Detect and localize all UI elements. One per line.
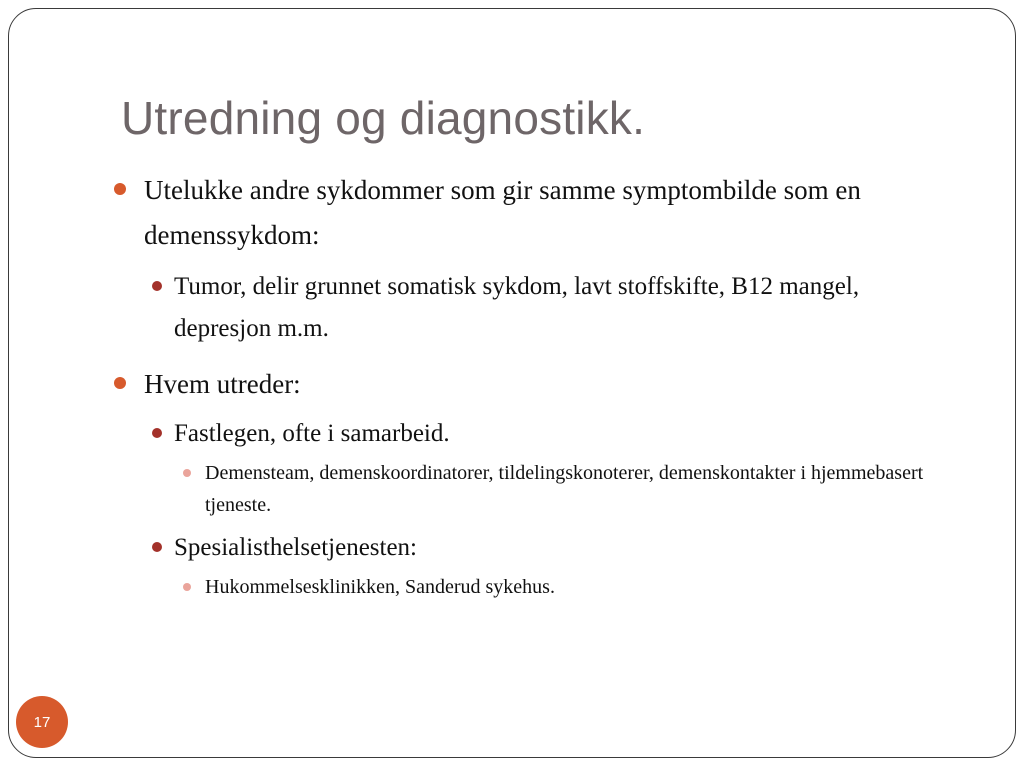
bullet-text: Utelukke andre sykdommer som gir samme symptombilde som en demenssykdom: xyxy=(144,175,861,250)
bullet-text: Demensteam, demenskoordinatorer, tildelingskonoterer, demenskontakter i hjemmebasert tjeneste. xyxy=(205,462,924,516)
bullet-item-who-assesses xyxy=(110,362,940,407)
bullet-text: Tumor, delir grunnet somatisk sykdom, lavt stoffskifte, B12 mangel, depresjon m.m. xyxy=(174,273,860,342)
bullet-dot-icon xyxy=(152,428,162,438)
slide-title: Utredning og diagnostikk. xyxy=(121,92,646,144)
bullet-text: Spesialisthelsetjenesten: xyxy=(174,534,418,561)
bullet-list xyxy=(110,168,940,603)
sub-bullet-item-gp xyxy=(110,413,940,455)
bullet-dot-icon xyxy=(114,183,126,195)
bullet-dot-icon xyxy=(183,583,191,591)
bullet-text: Fastlegen, ofte i samarbeid. xyxy=(174,420,450,447)
sub-sub-bullet-item-memory-clinic xyxy=(110,571,940,603)
bullet-dot-icon xyxy=(152,281,162,291)
page-number: 17 xyxy=(33,713,51,731)
bullet-text: Hvem utreder: xyxy=(144,369,301,399)
page-number-badge xyxy=(16,696,68,748)
sub-bullet-item-specialist xyxy=(110,527,940,569)
sub-bullet-item-conditions xyxy=(110,266,940,350)
bullet-item-exclude-diseases xyxy=(110,168,940,258)
bullet-dot-icon xyxy=(114,377,126,389)
bullet-dot-icon xyxy=(152,542,162,552)
bullet-text: Hukommelsesklinikken, Sanderud sykehus. xyxy=(205,576,555,598)
sub-sub-bullet-item-dementia-team xyxy=(110,457,940,521)
bullet-dot-icon xyxy=(183,469,191,477)
